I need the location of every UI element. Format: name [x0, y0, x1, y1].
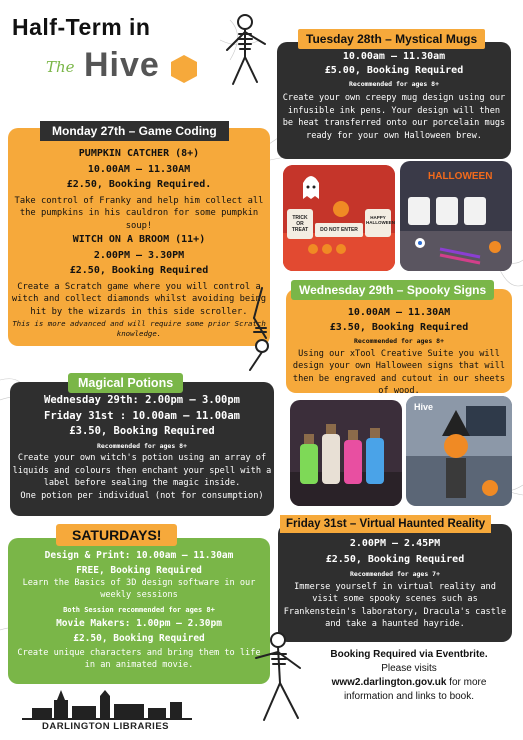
potions-ages: Recommended for ages 8+	[96, 441, 187, 450]
potions-line1: Wednesday 29th: 2.00pm – 3.00pm	[44, 394, 240, 406]
hive-sign-text: Hive	[414, 402, 434, 412]
potions-price: £3.50, Booking Required	[69, 425, 215, 437]
saturdays-mm-desc: Create unique characters and bring them to life in an animated movie.	[17, 648, 261, 670]
booking-info	[306, 648, 512, 704]
darlington-libraries-text: DARLINGTON LIBRARIES	[42, 721, 169, 732]
saturdays-both: Both Session recommended for ages 8+	[63, 606, 215, 614]
wednesday-signs-price: £3.50, Booking Required	[329, 321, 469, 333]
dancing-skeleton-icon	[250, 628, 310, 728]
monday-content	[10, 148, 268, 339]
monday-header: Monday 27th – Game Coding	[40, 121, 229, 141]
potions-illustration	[290, 400, 402, 506]
wednesday-signs-header: Wednesday 29th – Spooky Signs	[291, 280, 494, 300]
photo-halloween-mugs	[400, 161, 512, 271]
photo-halloween-signs	[283, 165, 395, 271]
potions-header: Magical Potions	[68, 373, 183, 393]
booking-line3: for more information and links to book.	[343, 677, 487, 702]
friday-vr-desc: Immerse yourself in virtual reality and visit some spooky scenes such as Frankenstein's laboratory, Dracula's castle and take a haunted hayride.	[283, 581, 507, 629]
saturdays-content	[10, 550, 268, 671]
monday-s2-price: £2.50, Booking Required	[69, 265, 209, 276]
friday-vr-content	[280, 538, 510, 631]
tuesday-desc: Create your own creepy mug design using our infusible ink pens. Your design will then be heat transferred onto our porcelain mugs ready for your own Halloween brew.	[282, 93, 506, 141]
potions-content	[12, 394, 272, 502]
saturdays-dp-desc: Learn the Basics of 3D design software in our weekly sessions	[22, 578, 256, 600]
booking-line2: Please visits	[381, 663, 437, 674]
sign-trick-or-treat: TRICK OR TREAT	[291, 215, 309, 233]
friday-vr-time: 2.00PM – 2.45PM	[349, 538, 441, 549]
hanging-skeleton-icon	[232, 278, 284, 378]
monday-s2-note: This is more advanced and will require some prior Scratch knowledge.	[12, 319, 266, 338]
photo-potions	[290, 400, 402, 506]
page-title: Half-Term in	[12, 14, 151, 40]
skeleton-icon	[215, 12, 275, 92]
saturdays-dp-title: Design & Print: 10.00am – 11.30am	[44, 550, 234, 561]
saturdays-dp-price: FREE, Booking Required	[76, 565, 202, 576]
monday-s2-title: WITCH ON A BROOM (11+)	[72, 234, 206, 245]
sign-happy-halloween: HAPPY HALLOWEEN	[366, 215, 395, 225]
monday-s1-price: £2.50, Booking Required.	[66, 179, 212, 190]
monday-s1-time: 10.00AM – 11.30AM	[87, 163, 191, 175]
sign-do-not-enter: DO NOT ENTER	[320, 227, 358, 233]
wednesday-signs-time: 10.00AM – 11.30AM	[347, 307, 451, 318]
saturdays-mm-price: £2.50, Booking Required	[73, 633, 205, 644]
vr-illustration	[406, 396, 512, 506]
monday-s2-desc: Create a Scratch game where you will control a witch and collect diamonds whilst avoiding being hit by the wizards in this side scroller.	[11, 281, 267, 317]
tuesday-price: £5.00, Booking Required	[324, 65, 464, 76]
hive-logo-text: Hive	[84, 46, 160, 84]
friday-vr-price: £2.50, Booking Required	[325, 553, 465, 565]
saturdays-header: SATURDAYS!	[56, 524, 177, 546]
halloween-wordmark: HALLOWEEN	[428, 171, 493, 182]
potions-line2: Friday 31st : 10.00am – 11.00am	[44, 409, 240, 422]
wednesday-signs-desc: Using our xTool Creative Suite you will design your own Halloween signs that will then be engraved and cutout in our sheets of wood.	[292, 348, 506, 396]
monday-s1-desc: Take control of Franky and help him collect all the pumpkins in his cauldron for some pumpkin soup!	[14, 195, 264, 231]
wednesday-signs-content	[288, 307, 510, 398]
tuesday-content	[281, 50, 507, 142]
tuesday-header: Tuesday 28th – Mystical Mugs	[298, 29, 485, 49]
potions-note: One potion per individual (not for consumption)	[20, 490, 264, 501]
saturdays-mm-title: Movie Makers: 1.00pm – 2.30pm	[56, 618, 222, 629]
tuesday-ages: Recommended for ages 8+	[348, 80, 439, 88]
friday-vr-ages: Recommended for ages 7+	[349, 570, 440, 578]
booking-line1: Booking Required via Eventbrite.	[330, 649, 488, 660]
wednesday-signs-ages: Recommended for ages 8+	[353, 337, 444, 345]
hive-logo-the: The	[46, 58, 75, 76]
tuesday-time: 10.00am – 11.30am	[342, 51, 446, 62]
potions-desc: Create your own witch's potion using an array of liquids and colours then enchant your spell with a label before sealing the magic inside.	[12, 453, 272, 488]
skyline-icon	[22, 690, 202, 720]
monday-s1-title: PUMPKIN CATCHER (8+)	[78, 148, 200, 159]
hive-logo	[46, 44, 196, 92]
hexagon-icon	[170, 54, 198, 84]
booking-url[interactable]: www2.darlington.gov.uk	[331, 677, 447, 688]
friday-vr-header: Friday 31st – Virtual Haunted Reality	[280, 515, 491, 533]
monday-s2-time: 2.00PM – 3.30PM	[93, 249, 185, 261]
darlington-libraries-logo	[22, 690, 202, 736]
photo-hive-vr	[406, 396, 512, 506]
